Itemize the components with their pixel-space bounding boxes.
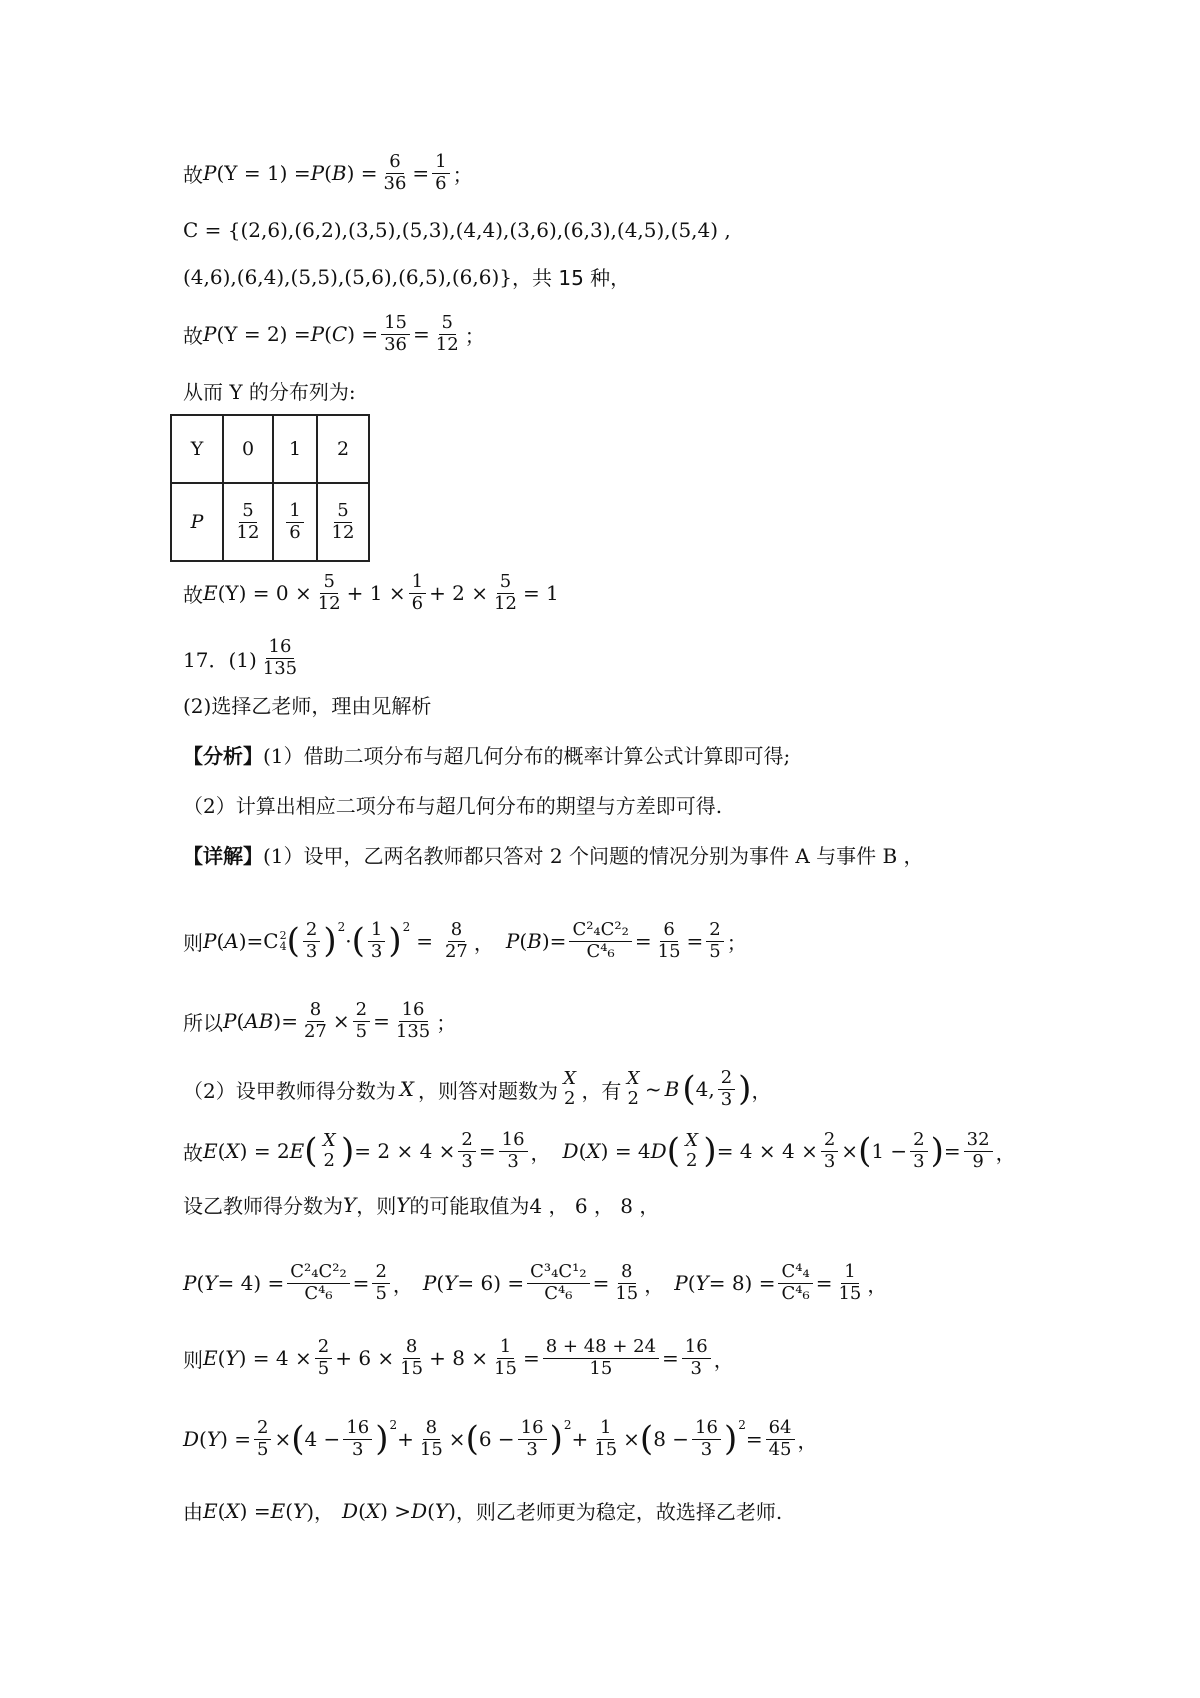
text: ，共 15 种， [511,266,631,290]
distribution-table [170,414,370,562]
line-part2-intro: （2）设甲教师得分数为 X ，则答对题数为 X 2 ，有 X 2 ~ B ( 4, $\frac{2}{3}$ ) ， [183,1067,772,1110]
analysis-label: 【分析】 [183,744,263,768]
text: ，有 [581,1078,622,1103]
fraction: $\frac{15}{36}$ [381,313,410,355]
line-distribution-intro [183,376,1140,405]
text: (4,6),(6,4),(5,5),(5,6),(6,5),(6,6)} [183,264,512,289]
text: （2）设甲教师得分数为 [183,1078,396,1103]
table-cell: P [171,483,223,561]
text: 则 [183,930,203,955]
text: ，则 [356,1194,397,1218]
table-cell: 2 [317,415,369,483]
text: 的可能取值为4 ， 6 ， 8 ， [409,1194,660,1218]
line-set-c [183,218,1140,242]
analysis-1 [183,740,1140,769]
text: 故 [183,323,203,348]
question-17-answer-2 [183,690,1140,719]
line-conclusion: 由 E ( X ) = E ( Y )， D ( X ) > D ( Y ) ，则乙老师更为稳定，故选择乙老师. [183,1496,1140,1525]
text: C = {(2,6),(6,2),(3,5),(5,3),(4,4),(3,6),(6,3),(4,5),(5,4) , [183,218,731,242]
fraction: $\frac{1}{6}$ [432,152,449,194]
text: 故 [183,162,203,187]
fraction: $\frac{5}{12}$ [435,312,459,355]
table-cell: Y [171,415,223,483]
table-cell: $\frac{5}{12}$ [223,483,273,561]
table-cell: 0 [223,415,273,483]
text: 17．(1) [183,647,257,672]
text: (2)选择乙老师，理由见解析 [183,694,432,718]
line-ex-dx: 故 E ( X ) = 2 E ( X 2 ) = 2 × 4 × $\frac{2}{3}$ = $\frac{16}{3}$ ， D ( X ) = 4 D ( X 2 ) = 4 × 4 × $\frac{2}{3}$ × ( 1 − $\frac{2}{3}$ ) = $\frac{32}{9}$ ， [183,1129,1016,1172]
analysis-2 [183,790,1140,819]
text: （2）计算出相应二项分布与超几何分布的期望与方差即可得. [183,794,723,818]
line-ey: 则 E ( Y ) = 4 × $\frac{2}{5}$ + 6 × $\frac{8}{15}$ + 8 × $\frac{1}{15}$ = $\frac{8 + 48 + 24}{15}$ = $\frac{16}{3}$ ， [183,1336,734,1379]
table-row [171,483,369,561]
table-row [171,415,369,483]
table-cell: $\frac{5}{12}$ [317,483,369,561]
text: 设乙教师得分数为 [183,1194,343,1218]
line-set-y: 设乙教师得分数为 Y ，则 Y 的可能取值为4 ， 6 ， 8 ， [183,1190,1140,1219]
line-set-c-cont [183,262,1140,291]
line-py-values: P ( Y = 4) = $\frac{\text{C²₄C²₂}}{\text{C⁴₆}}$ = $\frac{2}{5}$ ， P ( Y = 6) = $\frac{\text{C³₄C¹₂}}{\text{C⁴₆}}$ = $\frac{8}{15}$ ， P ( Y = 8) = $\frac{\text{C⁴₄}}{\text{C⁴₆}}$ = $\frac{1}{15}$ ， [183,1261,888,1304]
text: 故 [183,1140,203,1165]
text: 从而 Y 的分布列为: [183,380,356,404]
text: 则 [183,1347,203,1372]
text: (1）设甲，乙两名教师都只答对 2 个问题的情况分别为事件 A 与事件 B ， [263,844,924,868]
text: (1）借助二项分布与超几何分布的概率计算公式计算即可得; [263,744,791,768]
line-p-y1: 故 P (Y = 1) = P ( B ) = $\frac{6}{36}$ = $\frac{1}{6}$ ； [183,151,473,194]
detail-label: 【详解】 [183,844,263,868]
text: ，则乙老师更为稳定，故选择乙老师. [455,1500,783,1524]
line-pab: 所以 P ( AB )= $\frac{8}{27}$ × $\frac{2}{5}$ = $\frac{16}{135}$ ； [183,999,457,1042]
line-p-y2: 故 P (Y = 2) = P ( C ) = $\frac{15}{36}$ = $\frac{5}{12}$ ； [183,312,485,355]
table-cell: 1 [273,415,317,483]
line-expectation-y: 故 E (Y) = 0 × $\frac{5}{12}$ + 1 × $\frac{1}{6}$ + 2 × $\frac{5}{12}$ = 1 [183,571,559,614]
text: ，则答对题数为 [417,1078,558,1103]
fraction: $\frac{6}{36}$ [383,151,407,194]
question-17-answer-1: 17．(1) $\frac{16}{135}$ [183,636,298,679]
text: 所以 [183,1010,223,1035]
detail-1 [183,840,1140,869]
text: 由 [183,1500,203,1524]
table-cell: $\frac{1}{6}$ [273,483,317,561]
text: 故 [183,582,203,607]
line-dy: D ( Y ) = $\frac{2}{5}$ × ( 4 − $\frac{16}{3}$ ) 2 + $\frac{8}{15}$ × ( 6 − $\frac{16}{3}$ ) 2 + $\frac{1}{15}$ × ( 8 − $\frac{16}{3}$ ) 2 = $\frac{64}{45}$ ， [183,1417,818,1460]
line-pa-pb: 则 P ( A )= C 2 4 ( $\frac{2}{3}$ ) 2 · ( $\frac{1}{3}$ ) 2 = $\frac{8}{27}$ ， P ( B )= $\frac{\text{C²₄C²₂}}{\text{C⁴₆}}$ = $\frac{6}{15}$ = $\frac{2}{5}$ ； [183,919,747,962]
